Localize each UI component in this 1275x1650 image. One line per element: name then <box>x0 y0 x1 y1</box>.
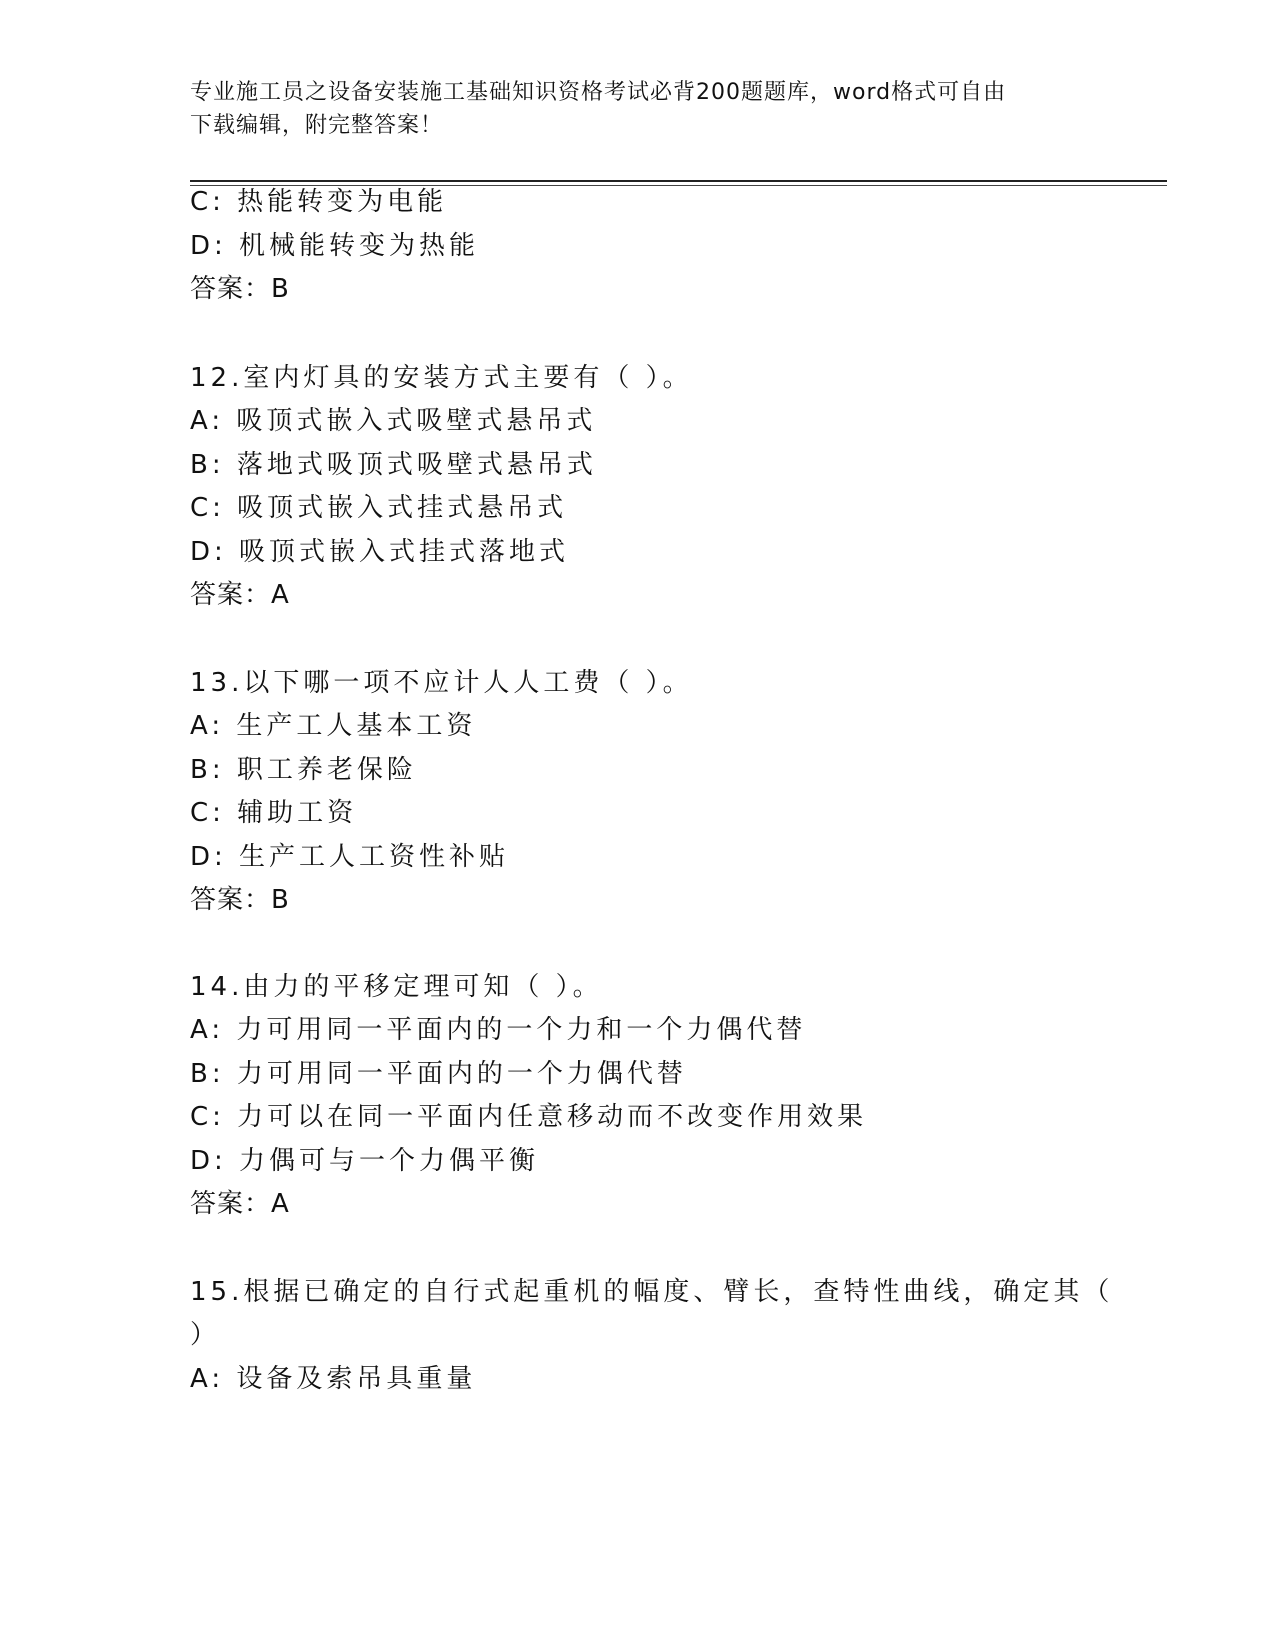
answer: 答案：B <box>190 885 290 915</box>
option-d: D: 生产工人工资性补贴 <box>190 842 510 872</box>
option-a: A: 设备及索吊具重量 <box>190 1364 477 1394</box>
document-title-line-1: 专业施工员之设备安装施工基础知识资格考试必背200题题库，word格式可自由 <box>190 80 1007 105</box>
answer: 答案：A <box>190 1189 290 1219</box>
option-c: C: 辅助工资 <box>190 798 358 828</box>
answer: 答案：B <box>190 274 290 304</box>
option-b: B: 力可用同一平面内的一个力偶代替 <box>190 1059 687 1089</box>
option-c: C: 力可以在同一平面内任意移动而不改变作用效果 <box>190 1102 868 1132</box>
question-stem: 12.室内灯具的安装方式主要有（ ）。 <box>190 363 693 393</box>
option-b: B: 落地式吸顶式吸壁式悬吊式 <box>190 450 597 480</box>
document-title-line-2: 下载编辑，附完整答案！ <box>190 113 444 138</box>
option-d: D: 吸顶式嵌入式挂式落地式 <box>190 537 570 567</box>
question-stem-line-2: ） <box>190 1320 221 1350</box>
header-rule-thick <box>190 180 1167 182</box>
document-title <box>190 76 1090 142</box>
question-stem: 13.以下哪一项不应计人人工费（ ）。 <box>190 668 693 698</box>
option-a: A: 吸顶式嵌入式吸壁式悬吊式 <box>190 406 597 436</box>
option-d: D: 力偶可与一个力偶平衡 <box>190 1146 540 1176</box>
option-a: A: 生产工人基本工资 <box>190 711 477 741</box>
option-c: C: 吸顶式嵌入式挂式悬吊式 <box>190 493 568 523</box>
option-b: B: 职工养老保险 <box>190 755 417 785</box>
option-a: A: 力可用同一平面内的一个力和一个力偶代替 <box>190 1015 807 1045</box>
answer: 答案：A <box>190 580 290 610</box>
question-stem-line-1: 15.根据已确定的自行式起重机的幅度、臂长，查特性曲线，确定其（ <box>190 1277 1114 1307</box>
question-stem: 14.由力的平移定理可知（ ）。 <box>190 972 603 1002</box>
option-c: C: 热能转变为电能 <box>190 187 448 217</box>
option-d: D: 机械能转变为热能 <box>190 231 480 261</box>
